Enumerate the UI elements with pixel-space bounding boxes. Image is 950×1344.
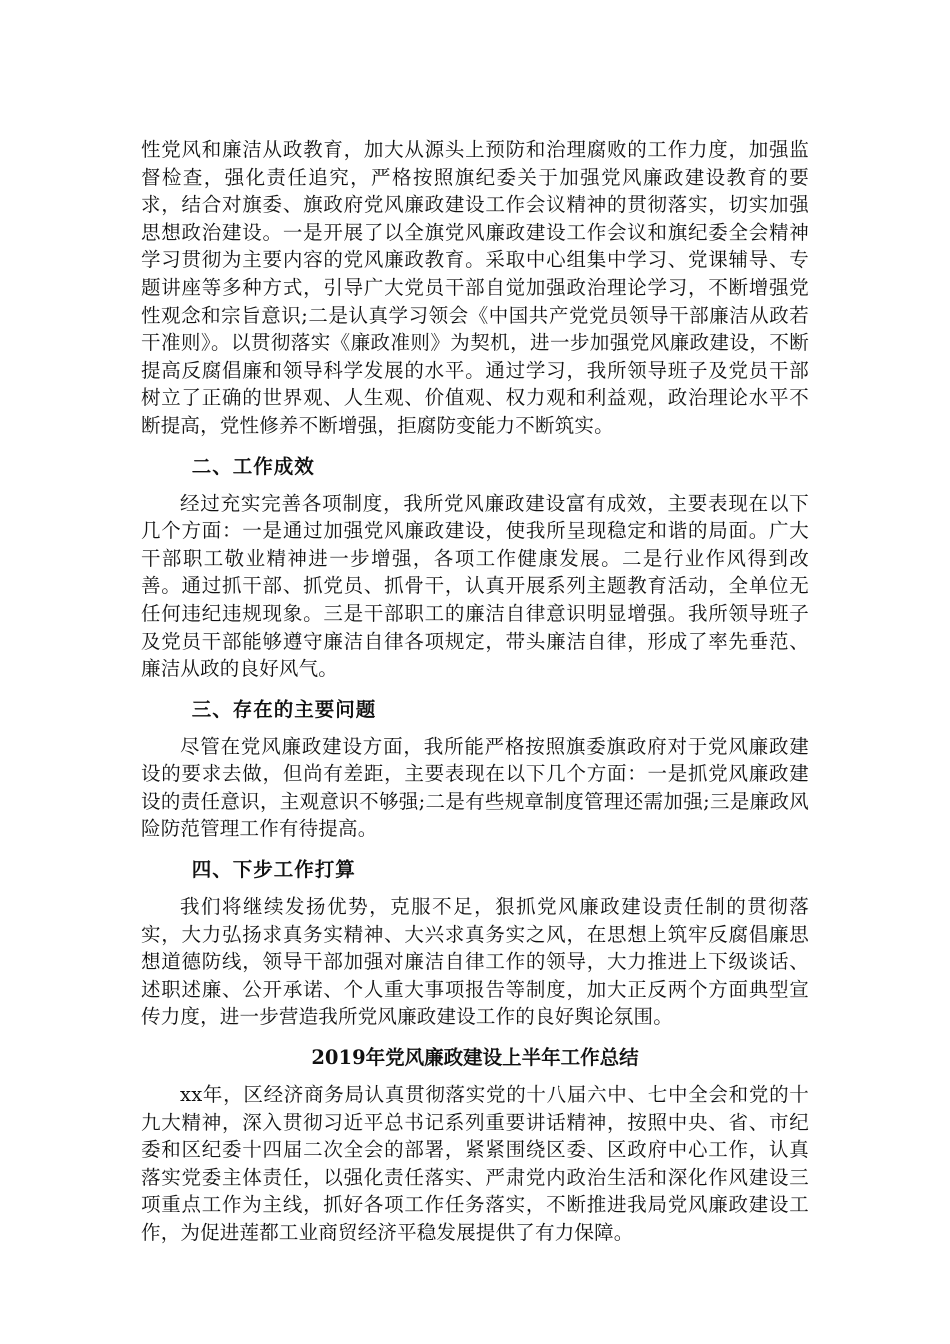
- document-page: [141, 136, 809, 1247]
- paragraph-main-problems: 尽管在党风廉政建设方面，我所能严格按照旗委旗政府对于党风廉政建设的要求去做，但尚有差距，主要表现在以下几个方面：一是抓党风廉政建设的责任意识，主观意识不够强;二是有些规章制度管理还需加强;三是廉政风险防范管理工作有待提高。: [141, 734, 809, 841]
- heading-work-results: 二、工作成效: [191, 454, 315, 478]
- paragraph-education: 性党风和廉洁从政教育，加大从源头上预防和治理腐败的工作力度，加强监督检查，强化责任追究，严格按照旗纪委关于加强党风廉政建设教育的要求，结合对旗委、旗政府党风廉政建设工作会议精神的贯彻落实，切实加强思想政治建设。一是开展了以全旗党风廉政建设工作会议和旗纪委全会精神学习贯彻为主要内容的党风廉政教育。采取中心组集中学习、党课辅导、专题讲座等多种方式，引导广大党员干部自觉加强政治理论学习，不断增强党性观念和宗旨意识;二是认真学习领会《中国共产党党员领导干部廉洁从政若干准则》。以贯彻落实《廉政准则》为契机，进一步加强党风廉政建设，不断提高反腐倡廉和领导科学发展的水平。通过学习，我所领导班子及党员干部树立了正确的世界观、人生观、价值观、权力观和利益观，政治理论水平不断提高，党性修养不断增强，拒腐防变能力不断筑实。: [141, 138, 809, 437]
- paragraph-next-steps: 我们将继续发扬优势，克服不足，狠抓党风廉政建设责任制的贯彻落实，大力弘扬求真务实精神、大兴求真务实之风，在思想上筑牢反腐倡廉思想道德防线，领导干部加强对廉洁自律工作的领导，大力推进上下级谈话、述职述廉、公开承诺、个人重大事项报告等制度，加大正反两个方面典型宣传力度，进一步营造我所党风廉政建设工作的良好舆论氛围。: [141, 895, 809, 1029]
- heading-main-problems: 三、存在的主要问题: [191, 697, 377, 721]
- paragraph-work-results: 经过充实完善各项制度，我所党风廉政建设富有成效，主要表现在以下几个方面：一是通过加强党风廉政建设，使我所呈现稳定和谐的局面。广大干部职工敬业精神进一步增强，各项工作健康发展。二是行业作风得到改善。通过抓干部、抓党员、抓骨干，认真开展系列主题教育活动，全单位无任何违纪违规现象。三是干部职工的廉洁自律意识明显增强。我所领导班子及党员干部能够遵守廉洁自律各项规定，带头廉洁自律，形成了率先垂范、廉洁从政的良好风气。: [141, 491, 809, 681]
- paragraph-summary-intro: xx年，区经济商务局认真贯彻落实党的十八届六中、七中全会和党的十九大精神，深入贯彻习近平总书记系列重要讲话精神，按照中央、省、市纪委和区纪委十四届二次全会的部署，紧紧围绕区委、区政府中心工作，认真落实党委主体责任，以强化责任落实、严肃党内政治生活和深化作风建设三项重点工作为主线，抓好各项工作任务落实，不断推进我局党风廉政建设工作，为促进莲都工业商贸经济平稳发展提供了有力保障。: [141, 1083, 809, 1244]
- document-title: 2019年党风廉政建设上半年工作总结: [311, 1046, 639, 1070]
- heading-next-steps: 四、下步工作打算: [191, 858, 356, 882]
